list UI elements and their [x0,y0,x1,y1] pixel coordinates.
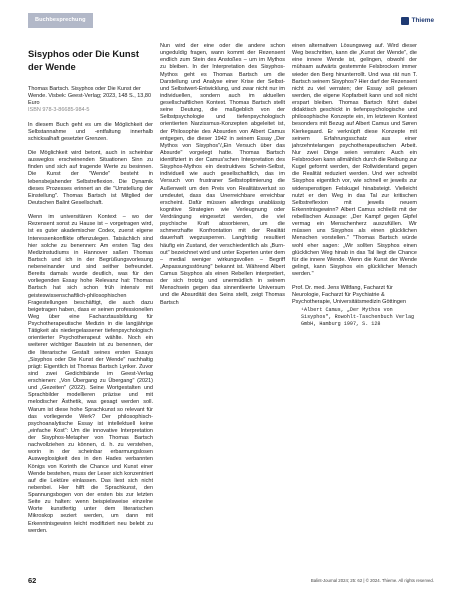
bibliography: Thomas Bartsch. Sisyphos oder Die Kunst der Wende. Visbek: Geest-Verlag; 2023, 148 S., 13,80 Euro [28,86,152,107]
journal-citation: Balint-Journal 2024; 25: 62 | © 2024. Thieme. All rights reserved. [310,577,434,583]
page-footer [28,573,434,587]
paragraph: einen alternativen Lösungsweg auf. Wird dieser Weg beschritten, kann die „Kunst der Wende", die eine innere Wende ist, gelingen, obwohl der mühsam aufwärts gestemmte Felsbrocken immer wieder den Berg hinunterrollt. Und was rät nun T. Bartsch seinem Sisyphos? Hier darf der Rezensent nicht zu viel verraten; der Essay soll gelesen werden, die eigene Kopfarbeit kann und soll nicht erspart bleiben. Thomas Bartsch führt dabei didaktisch geschickt in tiefenpsychologische und philosophische Konzepte ein, im letzteren Kontext besonders mit Bezug auf Albert Camus und Søren Kierkegaard. Er verknüpft diese Konzepte mit seinem Erfahrungsschatz aus einer jahrzehntelangen psychotherapeutischen Arbeit. Nur zwei Dinge seien verraten: Auch ein Felsbrocken kann allmählich durch die Reibung zur Kugel geformt werden, der Rollwiderstand gegen die Realität reduziert werden. Und wer schreibt Sisyphos eigentlich vor, wie schnell er jeweils zur widerspenstigen Felskugel hinabsteigt. Vielleicht nutzt er den Weg in das Tal zur kritischen Selbstreflexion mit jeweils neuem Erkenntnisgewinn? Albert Camus schließt mit der rebellischen Aussage: „Der Kampf gegen Gipfel vermag ein Menschenherz auszufüllen. Wir müssen uns Sisyphos als einen glücklichen Menschen vorstellen." "Thomas Bartsch würde wohl eher sagen: „Wir sollten Sisyphos einen glücklichen Weg hinab in das Tal liegt die Chance für die innere Wende. Wenn die Kunst der Wende gelingt, kann Sisyphos ein glücklicher Mensch werden." [292,43,417,277]
footnote: ¹Albert Camus, „Der Mythos von Sisyphos", Rowohlt-Taschenbuch Verlag GmbH, Hamburg 1997, S. 128 [301,306,415,327]
paragraph: In diesem Buch geht es um die Möglichkeit der Selbstannahme und -entfaltung innerhalb schicksalhaft gesetzter Grenzen. [28,121,153,142]
publisher-name: Thieme [411,17,434,24]
reviewer-credit: Prof. Dr. med. Jens Wiltfang, Facharzt für Neurologie, Facharzt für Psychiatrie & Psychotherapie, Universitätsmedizin Göttingen [292,285,407,306]
column-3 [292,43,417,328]
isbn: ISBN 978-3-86685-984-5 [28,107,90,114]
publisher-logo [401,13,434,28]
column-1 [28,43,153,535]
paragraph: Nun wird der eine oder die andere schon ungeduldig fragen, wann kommt der Rezensent endlich zum Stein des Anstoßes – um im Mythos zu bleiben. In der Interpretation des Sisyphos-Mythos geht es Thomas Bartsch um die Darstellung und Analyse einer Krise der Selbst- und Selbstwert-Entwicklung, und zwar nicht nur im individuellen, sondern auch im aktuellen gesellschaftlichen Kontext. Thomas Bartsch stellt seine Deutung, die maßgeblich von der Selbstpsychologie und tiefenpsychologisch orientierten Narzissmus-Konzepten abgeleitet ist, der Philosophie des Absurden von Albert Camus entgegen, die dieser 1942 in seinem Essay „Der Mythos von Sisyphos"/„Ein Versuch über das Absurde" vorgelegt hatte. Thomas Bartsch identifiziert in der Camus'schen Interpretation des Sisyphos-Mythos ein destruktives Schein-Selbst, individuell wie auch gesellschaftlich, das im Versuch von frustraner Selbstoptimierung die Außenwelt um den Preis von Realitätsverlust so umdeutet, dass das Unerreichbare erreichbar erscheint. Dafür müssen allerdings unablässig kognitive Strategien wie Verleugnung oder Verdrängung eingesetzt werden, die viel psychische Kraft absorbieren, um die schmerzhafte Konfrontation mit der Realität dauerhaft wegzusperren. Langfristig resultiert häufig ein Zustand, der verschiedentlich als „Burn-out" bezeichnet wird und unter Experten unter dem – medial weniger wirkungsvollen – Begriff „Anpassungsstörung" bekannt ist. Während Albert Camus Sisyphos als einen Rebellen interpretiert, der sich trotzig und unermüdlich in seinem Menschsein gegen das sinnentleerte Universum und die Absurdität des Seins stellt, zeigt Thomas Bartsch [160,43,285,306]
column-2 [160,43,285,307]
page-number: 62 [28,575,37,585]
section-tag: Buchbesprechung [28,13,93,28]
thieme-logo-icon [401,17,409,25]
paragraph: Wenn im universitären Kontext – wo der Rezensent sonst zu Hause ist – vorgetragen wird, ist es guter akademischer Codex, zuerst eigene Interessenkonflikte offenzulegen. Tatsächlich sind hier solche zu benennen: Am ersten Tag des Medizinstudiums in Hannover saßen Thomas Bartsch und ich in der Begrüßungsvorlesung nebeneinander und sind seither befreundet. Bereits damals wurde deutlich, was für den vorliegenden Essay hohe Relevanz hat: Thomas Bartsch hat sich schon früh intensiv mit geisteswissenschaftlich-philosophischen Fragestellungen beschäftigt, die auch dazu beigetragen haben, dass er seinen professionellen Weg über eine Facharztausbildung für Psychotherapeutische Medizin in die langjährige Tätigkeit als niedergelassener tiefenpsychologisch orientierter Psychotherapeut wählte. Noch ein weiterer wichtiger Baustein ist zu benennen, der die literarische Gestalt seines ersten Essays „Sisyphos oder Die Kunst der Wende" nachhaltig prägt: Eigentlich ist Thomas Bartsch Lyriker. Zuvor sind zwei Gedichtbände im Geest-Verlag erschienen: „Von Übergang zu Übergang" (2021) und „Gezeiten" (2022). Seine Wortgestalten und Sprachbilder modellieren präzise und mit melodischer Ästhetik, was gesagt werden soll. Warum ist diese hohe Sprachkunst so relevant für das vorliegende Werk? Der philosophisch-psychoanalytische Essay ist intellektuell keine „einfache Kost": Um die innovative Interpretation der Sisyphos-Metapher von Thomas Bartsch nachvollziehen zu können, d. h. zu verstehen, worin in der scheinbar erbarmungslosen Ausweglosigkeit des in den Hades verbannten Königs von Korinth die Chance und Kunst einer Wende bestehen, muss der Leser sich konzentriert auf die Lektüre einlassen. Das liest sich nicht nebenbei. Hier hilft die Sprachkunst, den Spannungsbogen von der ersten bis zur letzten Seite zu halten: wenn beispielsweise einzelne Worte kunstfertig unter dem literarischen Mikroskop seziert werden, um dann mit Erkenntnisgewinn leicht modifiziert neu belebt zu werden. [28,214,153,534]
article-title: Sisyphos oder Die Kunst der Wende [28,48,139,72]
paragraph: Die Möglichkeit wird betont, auch in scheinbar ausweglos erscheinenden Situationen Sinn zu finden und sich auf tragende Werte zu besinnen. Die Kunst der "Wende" besteht in lebensbejahender Selbstreflexion. Die Dynamik dieses Prozesses erinnert an die "Umstellung der Einstellung". Thomas Bartsch ist Mitglied der Deutschen Balint Gesellschaft. [28,150,153,206]
